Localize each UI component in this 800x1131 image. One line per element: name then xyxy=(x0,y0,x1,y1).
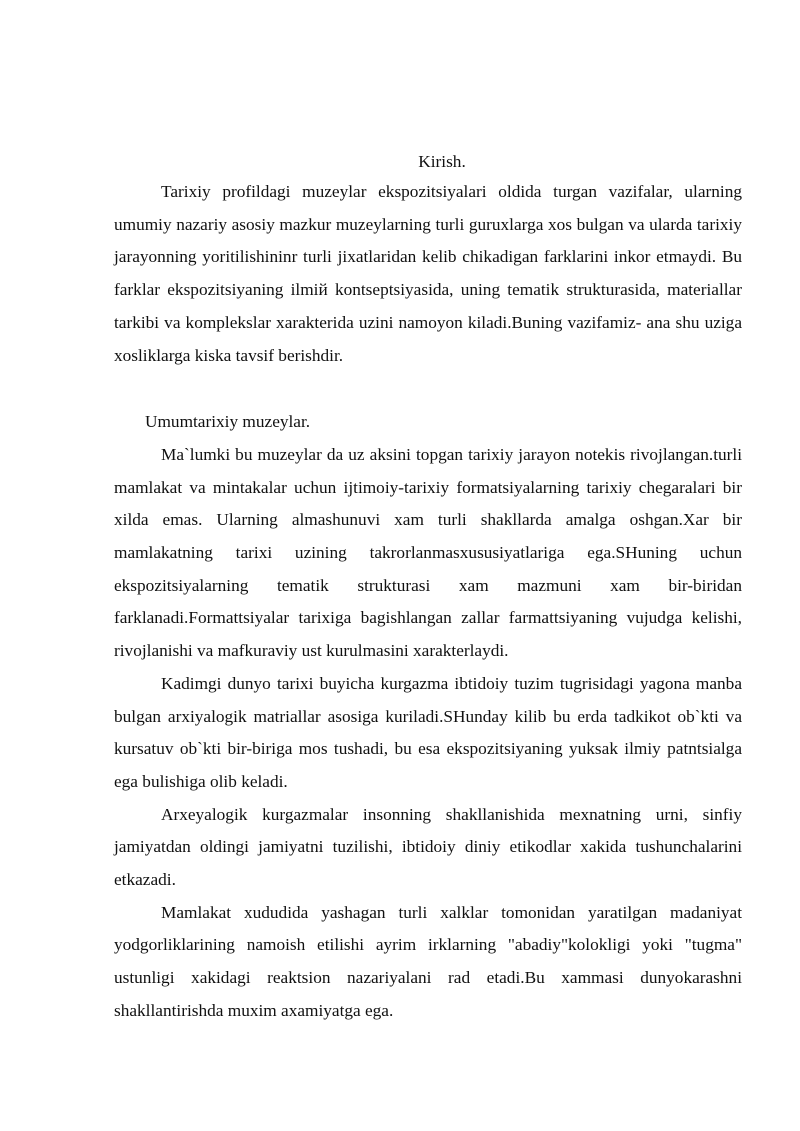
document-page xyxy=(114,148,742,1028)
body-paragraph-4: Mamlakat xududida yashagan turli xalklar tomonidan yaratilgan madaniyat yodgorliklarining namoish etilishi ayrim irklarning "abadiy"kolokligi yoki "tugma" ustunligi xakidagi reaktsion nazariyalani rad etadi.Bu xammasi dunyokarashni shakllantirishda muxim axamiyatga ega. xyxy=(114,902,742,1020)
intro-paragraph: Tarixiy profildagi muzeylar ekspozitsiyalari oldida turgan vazifalar, ularning umumiy nazariy asosiy mazkur muzeylarning turli guruxlarga xos bulgan va ularda tarixiy jarayonning yoritilishininr turli jixatlaridan kelib chikadigan farklarini inkor etmaydi. Bu farklar ekspozitsiyaning ilmiй kontseptsiyasida, uning tematik strukturasida, materiallar tarkibi va komplekslar xarakterida uzini namoyon kiladi.Buning vazifamiz- ana shu uziga xosliklarga kiska tavsif berishdir. xyxy=(114,182,742,365)
section-heading: Umumtarixiy muzeylar. xyxy=(145,412,311,432)
body-paragraph-1: Ma`lumki bu muzeylar da uz aksini topgan tarixiy jarayon notekis rivojlangan.turli mamlakat va mintakalar uchun ijtimoiy-tarixiy formatsiyalarning tarixiy chegaralari bir xilda emas. Ularning almashunuvi xam turli shakllarda amalga oshgan.Xar bir mamlakatning tarixi uzining takrorlanmasxususiyatlariga ega.SHuning uchun ekspozitsiyalarning tematik strukturasi xam mazmuni xam bir-biridan farklanadi.Formattsiyalar tarixiga bagishlangan zallar farmattsiyaning vujudga kelishi, rivojlanishi va mafkuraviy ust kurulmasini xarakterlaydi. xyxy=(114,444,742,661)
body-paragraph-2: Kadimgi dunyo tarixi buyicha kurgazma ibtidoiy tuzim tugrisidagi yagona manba bulgan arxiyalogik matriallar asosiga kuriladi.SHunday kilib bu erda tadkikot ob`kti va kursatuv ob`kti bir-biriga mos tushadi, bu esa ekspozitsiyaning yuksak ilmiy patntsialga ega bulishiga olib keladi. xyxy=(114,673,742,791)
paragraph-gap xyxy=(114,372,742,406)
document-title: Kirish. xyxy=(418,152,466,171)
body-paragraph-3: Arxeyalogik kurgazmalar insonning shakllanishida mexnatning urni, sinfiy jamiyatdan oldingi jamiyatni tuzilishi, ibtidoiy diniy etikodlar xakida tushunchalarini etkazadi. xyxy=(114,804,742,890)
